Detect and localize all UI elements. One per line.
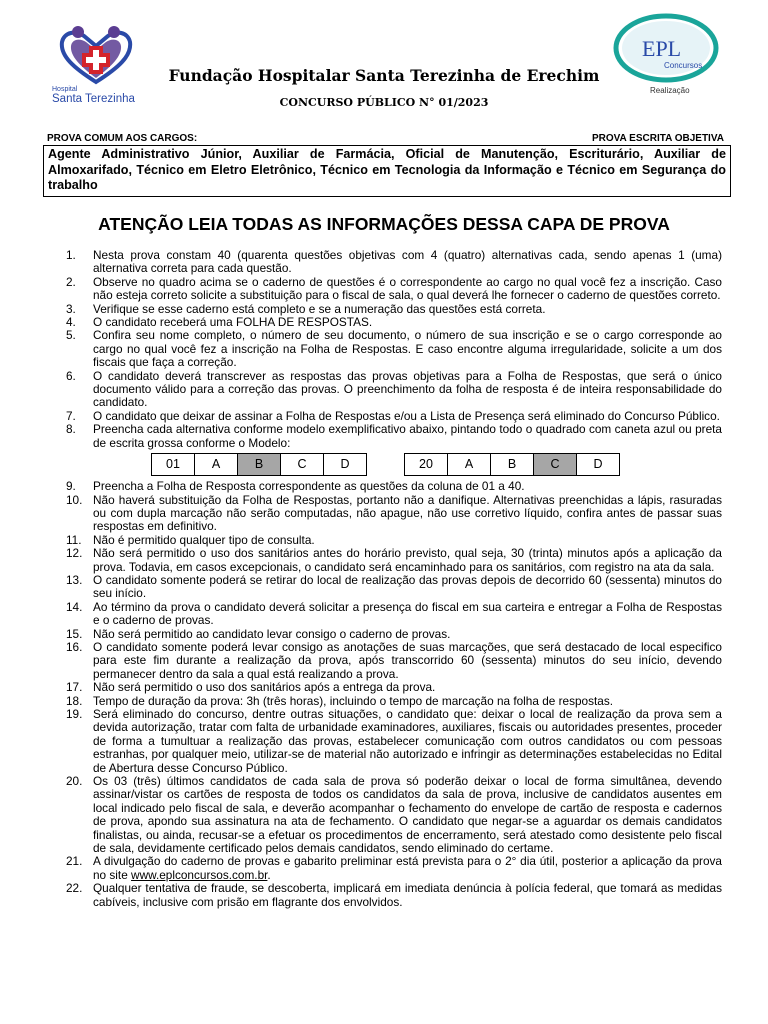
epl-ellipse-icon — [612, 12, 722, 84]
list-item: 17. Não será permitido o uso dos sanitários após a entrega da prova. — [66, 680, 436, 695]
list-item: 9. Preencha a Folha de Resposta correspondente as questões da coluna de 01 a 40. — [66, 479, 525, 494]
model-cell-filled: C — [533, 453, 577, 476]
list-item: 1. Nesta prova constam 40 (quarenta questões objetivas com 4 (quatro) alternativas cada, sendo apenas 1 (uma) alternativa correta para cada questão. — [66, 248, 722, 276]
page-title: Fundação Hospitalar Santa Terezinha de Erechim — [168, 66, 600, 85]
cargos-label: PROVA COMUM AOS CARGOS: — [47, 133, 198, 144]
list-item: 11. Não é permitido qualquer tipo de consulta. — [66, 532, 315, 547]
model-cell: B — [490, 453, 534, 476]
epl-sub-text: Concursos — [664, 61, 703, 70]
answer-model-2 — [405, 453, 620, 476]
list-item: 7. O candidato que deixar de assinar a Folha de Respostas e/ou a Lista de Presença será eliminado do Concurso Público. — [66, 408, 720, 423]
logo-name: Santa Terezinha — [52, 93, 135, 105]
epl-brand-text: EPL — [642, 36, 682, 61]
epl-logo — [612, 12, 722, 98]
list-item: 5. Confira seu nome completo, o número de seu documento, o número de sua inscrição e se o cargo corresponde ao cargo no qual você fez a inscrição na Folha de Respostas. E caso encontre alguma irregularidade, solicite a um dos fiscais que faça a correção. — [66, 328, 722, 370]
logo-small-text: Hospital — [52, 86, 78, 93]
model-cell: C — [280, 453, 324, 476]
cargo-box: Agente Administrativo Júnior, Auxiliar de Farmácia, Oficial de Manutenção, Escriturário, Auxiliar de Almoxarifado, Técnico em Eletro Eletrônico, Técnico em Tecnologia da Informação e Técnico em Segurança do trabalho — [43, 145, 731, 197]
answer-models — [66, 450, 722, 480]
model-cell: 01 — [151, 453, 195, 476]
list-item: 8. Preencha cada alternativa conforme modelo exemplificativo abaixo, pintando todo o quadrado com caneta azul ou preta de escrita grossa conforme o Modelo: — [66, 422, 722, 450]
list-item: 15. Não será permitido ao candidato levar consigo o caderno de provas. — [66, 626, 451, 641]
list-item: 20. Os 03 (três) últimos candidatos de cada sala de prova só poderão deixar o local de forma simultânea, devendo assinar/vistar os cartões de resposta de todos os candidatos da sala de prova, inclusive de candidatos ausentes em local indicado pelo fiscal de sala, e deverão acompanhar o fechamento do envelope de cartão de resposta e cadernos de prova, apondo sua assinatura na ata de fechamento. O candidato que negar-se a aguardar os demais candidatos finalistas, ou ainda, recusar-se a efetuar os procedimentos de encerramento, será atestado como desistente pelo fiscal de sala, devidamente certificado pelos demais candidatos, sendo eliminado do certame. — [66, 774, 722, 856]
list-item: 14. Ao término da prova o candidato deverá solicitar a presença do fiscal em sua carteira e entregar a Folha de Respostas e o caderno de provas. — [66, 599, 722, 628]
model-cell: A — [447, 453, 491, 476]
list-item: 2. Observe no quadro acima se o caderno de questões é o correspondente ao cargo no qual você fez a inscrição. Caso não esteja correto solicite a substituição para o fiscal de sala, o qual deverá lhe fornecer o caderno de questões correto. — [66, 274, 722, 303]
realizacao-caption: Realização — [650, 86, 690, 95]
site-link[interactable]: www.eplconcursos.com.br — [131, 867, 268, 882]
model-cell: A — [194, 453, 238, 476]
list-item: 13. O candidato somente poderá se retirar do local de realização das provas depois de decorrido 60 (sessenta) minutos do seu início. — [66, 572, 722, 601]
model-cell: D — [576, 453, 620, 476]
attention-heading: ATENÇÃO LEIA TODAS AS INFORMAÇÕES DESSA CAPA DE PROVA — [98, 214, 670, 234]
list-item: 12. Não será permitido o uso dos sanitários antes do horário previsto, qual seja, 30 (trinta) minutos após a aplicação da prova. Todavia, em casos excepcionais, o candidato será encaminhado para os sanitários, com registro na ata da sala. — [66, 546, 722, 574]
model-cell: 20 — [404, 453, 448, 476]
list-item: 22. Qualquer tentativa de fraude, se descoberta, implicará em imediata denúncia à polícia federal, que tomará as medidas cabíveis, inclusive com prisão em flagrante dos envolvidos. — [66, 881, 722, 909]
prova-type-label: PROVA ESCRITA OBJETIVA — [591, 133, 724, 144]
page-subtitle: CONCURSO PÚBLICO N° 01/2023 — [279, 96, 489, 109]
list-item: 3. Verifique se esse caderno está completo e se a numeração das questões está correta. — [66, 301, 546, 316]
model-cell-filled: B — [237, 453, 281, 476]
model-cell: D — [323, 453, 367, 476]
list-item: 21. A divulgação do caderno de provas e gabarito preliminar está prevista para o 2° dia útil, posterior a aplicação da prova no site www.eplconcursos.com.br. — [66, 854, 722, 882]
divider — [43, 196, 731, 197]
answer-model-1 — [152, 453, 367, 476]
list-item: 18. Tempo de duração da prova: 3h (três horas), incluindo o tempo de marcação na folha de respostas. — [66, 693, 614, 708]
list-item: 16. O candidato somente poderá levar consigo as anotações de suas marcações, que será destacado de local especifico para este fim durante a realização da prova, após transcorrido 60 (sessenta) minutos do seu início, devendo permanecer dentro da sala a qual está realizando a prova. — [66, 639, 722, 681]
list-item: 19. Será eliminado do concurso, dentre outras situações, o candidato que: deixar o local de realização da prova sem a devida autorização, tratar com falta de urbanidade examinadores, auxiliares, fiscais ou autoridades presentes, proceder de forma a tumultuar a realização das provas, estabelecer comunicação com outros candidatos ou com pessoas estranhas, por qualquer meio, utilizar-se de material não autorizado e infringir as determinações estabelecidas no Edital de Abertura desse Concurso Público. — [66, 707, 722, 775]
instruction-list — [66, 249, 722, 909]
list-item: 10. Não haverá substituição da Folha de Respostas, portanto não a danifique. Alternativas preenchidas a lápis, rasuradas ou com dupla marcação não serão computadas, não apague, não use corretivo líquido, confira antes de passar suas respostas em definitivo. — [66, 492, 722, 534]
list-item: 6. O candidato deverá transcrever as respostas das provas objetivas para a Folha de Respostas, que será o único documento válido para a correção das provas. O preenchimento da folha de resposta é de inteira responsabilidade do candidato. — [66, 368, 722, 410]
list-item: 4. O candidato receberá uma FOLHA DE RESPOSTAS. — [66, 315, 373, 330]
